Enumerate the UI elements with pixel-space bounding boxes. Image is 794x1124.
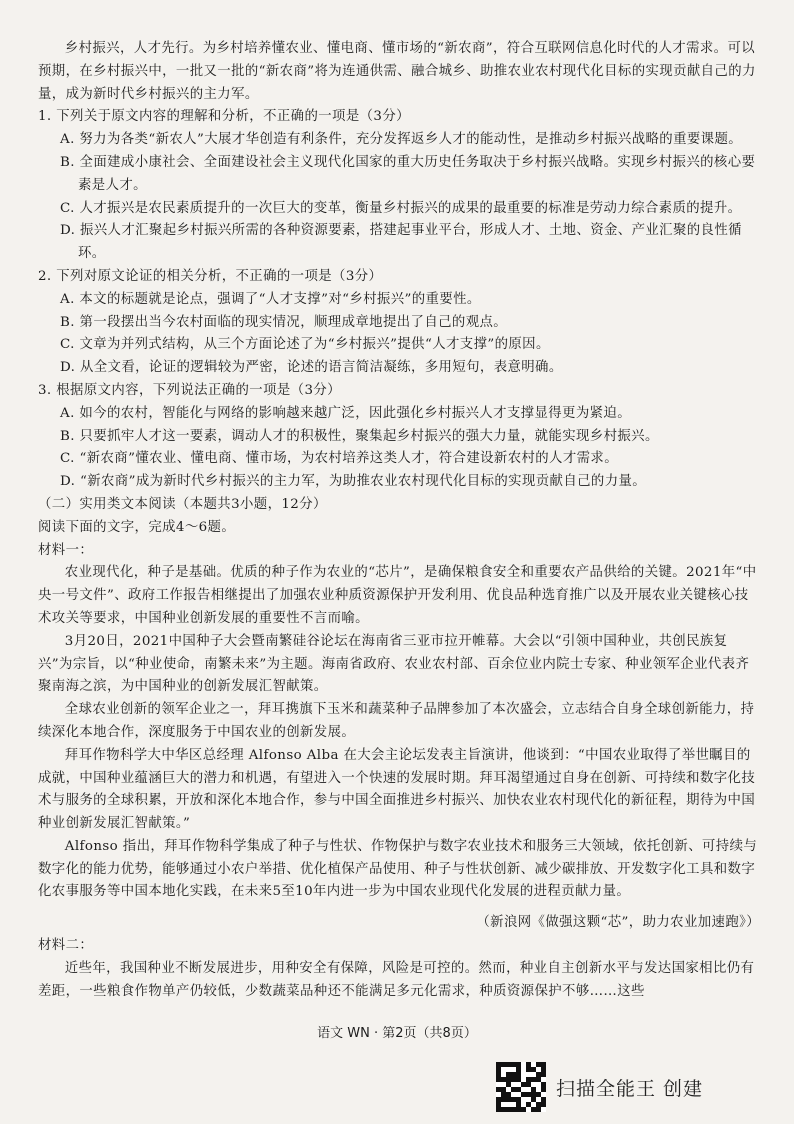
section-2-title: （二）实用类文本阅读（本题共3小题，12分） (38, 496, 327, 512)
option-b: B. 第一段摆出当今农村面临的现实情况，顺理成章地提出了自己的观点。 (60, 314, 508, 330)
question-stem: 1. 下列关于原文内容的理解和分析，不正确的一项是（3分） (38, 109, 410, 125)
option-d: D. “新农商”成为新时代乡村振兴的主力军，为助推农业农村现代化目标的实现贡献自己的力量。 (60, 474, 647, 490)
question-2 (38, 266, 760, 380)
material-1-label: 材料一： (38, 542, 94, 558)
material-1-paragraph: 全球农业创新的领军企业之一，拜耳携旗下玉米和蔬菜种子品牌参加了本次盛会，立志结合自身全球创新能力，持续深化本地合作，深度服务于中国农业的创新发展。 (38, 702, 755, 740)
question-stem: 2. 下列对原文论证的相关分析，不正确的一项是（3分） (38, 268, 383, 284)
option-b: B. 全面建成小康社会、全面建设社会主义现代化国家的重大历史任务取决于乡村振兴战略。实现乡村振兴的核心要素是人才。 (60, 154, 756, 193)
option-a: A. 如今的农村，智能化与网络的影响越来越广泛，因此强化乡村振兴人才支撑显得更为紧迫。 (60, 405, 632, 421)
option-c: C. “新农商”懂农业、懂电商、懂市场，为农村培养这类人才，符合建设新农村的人才需求。 (60, 451, 619, 467)
material-1-paragraph: 3月20日，2021中国种子大会暨南繁硅谷论坛在海南省三亚市拉开帷幕。大会以“引领中国种业，共创民族复兴”为宗旨，以“种业使命，南繁未来”为主题。海南省政府、农业农村部、百余位业内院士专家、种业领军企业代表齐聚南海之滨，为中国种业的创新发展汇智献策。 (38, 633, 750, 695)
page-footer: 语文 WN · 第2页（共8页） (317, 1026, 477, 1041)
option-b: B. 只要抓牢人才这一要素，调动人才的积极性，聚集起乡村振兴的强大力量，就能实现乡村振兴。 (60, 428, 659, 444)
question-1 (38, 106, 760, 266)
option-d: D. 从全文看，论证的逻辑较为严密，论述的语言简洁凝练，多用短句，表意明确。 (60, 360, 563, 376)
option-c: C. 文章为并列式结构，从三个方面论述了为“乡村振兴”提供“人才支撑”的原因。 (60, 337, 550, 353)
material-1-paragraph: 农业现代化，种子是基础。优质的种子作为农业的“芯片”，是确保粮食安全和重要农产品供给的关键。2021年“中央一号文件”、政府工作报告相继提出了加强农业种质资源保护开发利用、优良品种选育推广以及开展农业关键核心技术攻关等要求，中国种业创新发展的重要性不言而喻。 (38, 565, 757, 626)
material-2-label: 材料二： (38, 938, 94, 954)
material-1-paragraph: Alfonso 指出，拜耳作物科学集成了种子与性状、作物保护与数字农业技术和服务三大领域，依托创新、可持续与数字化的能力优势，能够通过小农户举措、优化植保产品使用、种子与性状创新、减少碳排放、开发数字化工具和数字化农事服务等中国本地化实践，在未来5至10年内进一步为中国农业现代化发展的进程贡献力量。 (38, 838, 758, 900)
option-d: D. 振兴人才汇聚起乡村振兴所需的各种资源要素，搭建起事业平台，形成人才、土地、资金、产业汇聚的良性循环。 (60, 223, 742, 262)
passage-intro: 乡村振兴，人才先行。为乡村培养懂农业、懂电商、懂市场的“新农商”，符合互联网信息化时代的人才需求。可以预期，在乡村振兴中，一批又一批的“新农商”将为连通供需、融合城乡、助推农业农村现代化目标的实现贡献自己的力量，成为新时代乡村振兴的主力军。 (38, 41, 756, 102)
option-a: A. 努力为各类“新农人”大展才华创造有利条件，充分发挥返乡人才的能动性，是推动乡村振兴战略的重要课题。 (60, 132, 743, 148)
option-a: A. 本文的标题就是论点，强调了“人才支撑”对“乡村振兴”的重要性。 (60, 291, 481, 307)
material-2-paragraph: 近些年，我国种业不断发展进步，用种安全有保障，风险是可控的。然而，种业自主创新水平与发达国家相比仍有差距，一些粮食作物单产仍较低，少数蔬菜品种还不能满足多元化需求，种质资源保护不够……这些 (38, 960, 755, 999)
exam-page (38, 38, 760, 1003)
material-1-source: （新浪网《做强这颗“芯”，助力农业加速跑》） (476, 915, 760, 931)
question-3 (38, 380, 760, 494)
watermark-text: 扫描全能王 创建 (556, 1077, 704, 1100)
qr-code-icon (496, 1062, 546, 1112)
material-1-paragraph: 拜耳作物科学大中华区总经理 Alfonso Alba 在大会主论坛发表主旨演讲，他谈到：“中国农业取得了举世瞩目的成就，中国种业蕴涵巨大的潜力和机遇，有望进入一个快速的发展时期。拜耳渴望通过自身在创新、可持续和数字化技术与服务的全球积累，开放和深化本地合作，参与中国全面推进乡村振兴、加快农业农村现代化的新征程，期待为中国种业创新发展汇智献策。” (38, 747, 756, 832)
option-c: C. 人才振兴是农民素质提升的一次巨大的变革，衡量乡村振兴的成果的最重要的标准是劳动力综合素质的提升。 (60, 200, 742, 216)
scanner-watermark (496, 1062, 703, 1112)
section-2-instruction: 阅读下面的文字，完成4～6题。 (38, 519, 236, 535)
question-stem: 3. 根据原文内容，下列说法正确的一项是（3分） (38, 382, 341, 398)
